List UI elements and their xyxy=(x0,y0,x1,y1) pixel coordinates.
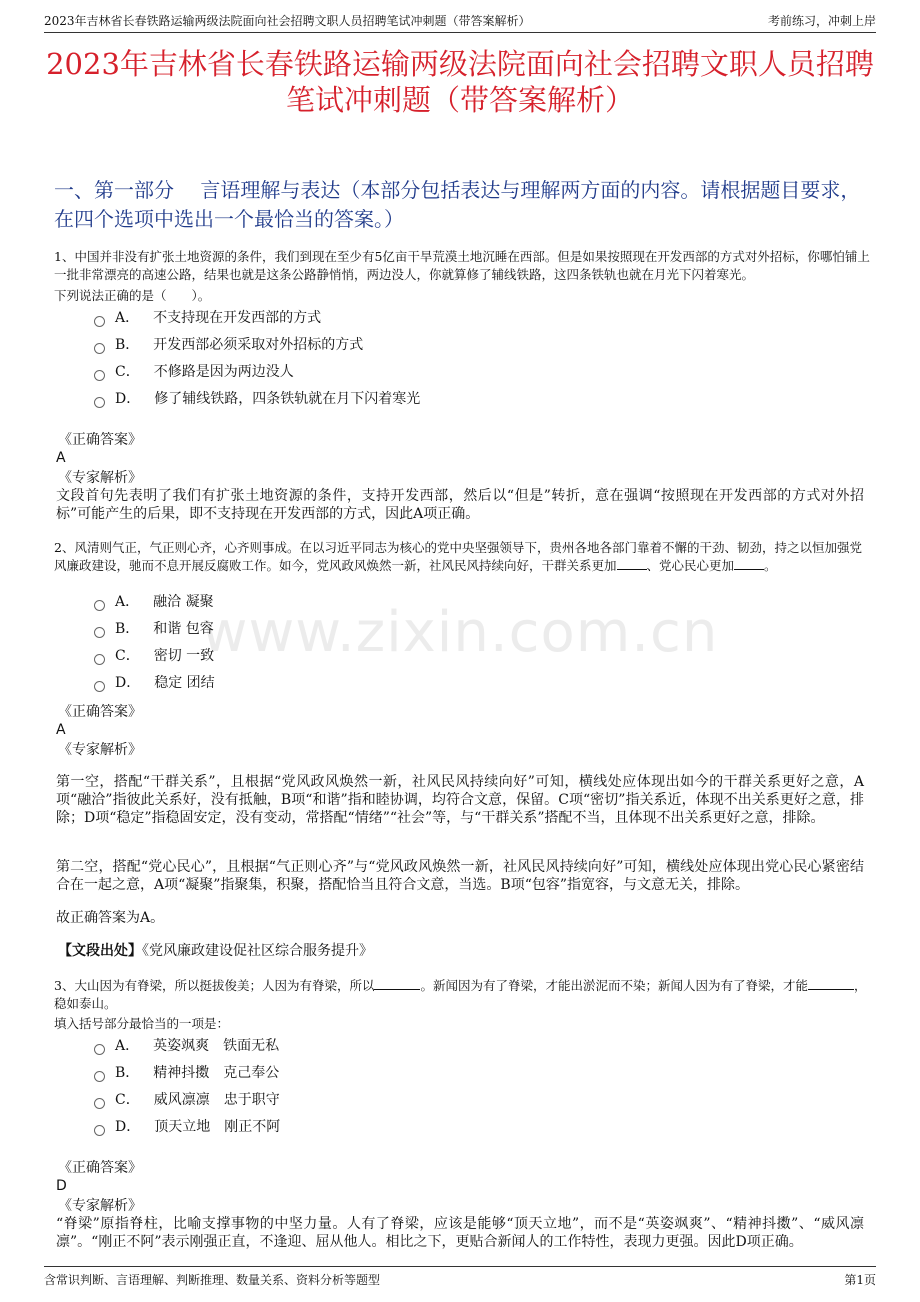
radio-icon[interactable] xyxy=(94,1125,105,1136)
q1-analysis: 文段首句先表明了我们有扩张土地资源的条件，支持开发西部，然后以“但是”转折，意在强调“按照现在开发西部的方式对外招标”可能产生的后果，即不支持现在开发西部的方式，因此A项正确。 xyxy=(56,488,864,522)
blank-2 xyxy=(808,989,854,990)
radio-icon[interactable] xyxy=(94,1071,105,1082)
radio-icon[interactable] xyxy=(94,370,105,381)
question-1-stem: 1、中国并非没有扩张土地资源的条件，我们到现在至少有5亿亩干旱荒漠土地沉睡在西部。但是如果按照现在开发西部的方式对外招标，你哪怕铺上一批非常漂亮的高速公路，结果也就是这条公路静悄悄，两边没人，你就算修了辅线铁路，这四条铁轨也就在月光下闪着寒光。 xyxy=(54,249,870,282)
q3-answer: D xyxy=(56,1178,67,1194)
q2-source: 【文段出处】《党风廉政建设促社区综合服务提升》 xyxy=(58,943,373,959)
q2-analysis-para-1: 第一空，搭配“干群关系”，且根据“党风政风焕然一新，社风民风持续向好”可知，横线处应体现出如今的干群关系更好之意，A项“融洽”指彼此关系好，没有抵触，B项“和谐”指和睦协调，均符合文意，保留。C项“密切”指关系近，体现不出关系更好之意，排除；D项“稳定”指稳固安定，没有变动，常搭配“情绪”“社会”等，与“干群关系”搭配不当，且体现不出关系更好之意，排除。 xyxy=(56,774,864,826)
q3-analysis-label: 《专家解析》 xyxy=(58,1198,142,1214)
q3-option-a[interactable]: A． 英姿飒爽 铁面无私 xyxy=(94,1036,279,1056)
q2-option-c[interactable]: C． 密切 一致 xyxy=(94,646,214,666)
q2-analysis-label: 《专家解析》 xyxy=(58,742,142,758)
radio-icon[interactable] xyxy=(94,1044,105,1055)
q3-analysis: “脊梁”原指脊柱，比喻支撑事物的中坚力量。人有了脊梁，应该是能够“顶天立地”，而不是“英姿飒爽”、“精神抖擞”、“威风凛凛”。“刚正不阿”表示刚强正直，不逢迎、屈从他人。相比之下，更贴合新闻人的工作特性，表现力更强。因此D项正确。 xyxy=(56,1216,864,1250)
q2-option-d[interactable]: D． 稳定 团结 xyxy=(94,673,215,693)
q3-option-d[interactable]: D． 顶天立地 刚正不阿 xyxy=(94,1117,280,1137)
section-heading: 一、第一部分 言语理解与表达（本部分包括表达与理解两方面的内容。请根据题目要求，在四个选项中选出一个最恰当的答案。） xyxy=(54,178,861,231)
header-doc-title: 2023年吉林省长春铁路运输两级法院面向社会招聘文职人员招聘笔试冲刺题（带答案解析） xyxy=(44,14,531,28)
radio-icon[interactable] xyxy=(94,627,105,638)
question-3-stem: 3、大山因为有脊梁，所以挺拔俊美；人因为有脊梁，所以 。新闻因为有了脊梁，才能出淤泥而不染；新闻人因为有了脊梁，才能 ，稳如泰山。 xyxy=(54,978,867,1011)
question-3-ask: 填入括号部分最恰当的一项是： xyxy=(54,1016,230,1031)
q2-analysis-para-2: 第二空，搭配“党心民心”，且根据“气正则心齐”与“党风政风焕然一新，社风民风持续向好”可知，横线处应体现出党心民心紧密结合在一起之意，A项“凝聚”指聚集，积聚，搭配恰当且符合文意，当选。B项“包容”指宽容，与文意无关，排除。 xyxy=(56,859,864,893)
radio-icon[interactable] xyxy=(94,316,105,327)
q1-option-a[interactable]: A． 不支持现在开发西部的方式 xyxy=(94,308,321,328)
q1-answer: A xyxy=(56,450,66,466)
document-title: 2023年吉林省长春铁路运输两级法院面向社会招聘文职人员招聘笔试冲刺题（带答案解析） xyxy=(46,47,874,117)
blank-2 xyxy=(734,569,764,570)
watermark: www.zixin.com.cn xyxy=(201,600,719,665)
q1-analysis-label: 《专家解析》 xyxy=(58,470,142,486)
q3-option-b[interactable]: B． 精神抖擞 克己奉公 xyxy=(94,1063,279,1083)
q2-option-b[interactable]: B． 和谐 包容 xyxy=(94,619,214,639)
radio-icon[interactable] xyxy=(94,654,105,665)
page-number: 第1页 xyxy=(844,1273,876,1287)
question-1-ask: 下列说法正确的是（ ）。 xyxy=(54,288,211,303)
page-header xyxy=(44,10,876,33)
q1-option-d[interactable]: D． 修了辅线铁路，四条铁轨就在月下闪着寒光 xyxy=(94,389,420,409)
radio-icon[interactable] xyxy=(94,1098,105,1109)
radio-icon[interactable] xyxy=(94,343,105,354)
q3-option-c[interactable]: C． 威风凛凛 忠于职守 xyxy=(94,1090,280,1110)
radio-icon[interactable] xyxy=(94,397,105,408)
footer-question-types: 含常识判断、言语理解、判断推理、数量关系、资料分析等题型 xyxy=(44,1273,381,1287)
q1-answer-label: 《正确答案》 xyxy=(58,432,142,448)
question-2-stem: 2、风清则气正，气正则心齐，心齐则事成。在以习近平同志为核心的党中央坚强领导下，贵州各地各部门靠着不懈的干劲、韧劲，持之以恒加强党风廉政建设，驰而不息开展反腐败工作。如今，党风政风焕然一新，社风民风持续向好，干群关系更加 、党心民心更加 。 xyxy=(54,540,862,573)
q2-analysis-para-3: 故正确答案为A。 xyxy=(56,910,165,926)
q3-answer-label: 《正确答案》 xyxy=(58,1160,142,1176)
radio-icon[interactable] xyxy=(94,600,105,611)
blank-1 xyxy=(617,569,647,570)
q1-option-b[interactable]: B． 开发西部必须采取对外招标的方式 xyxy=(94,335,363,355)
radio-icon[interactable] xyxy=(94,681,105,692)
blank-1 xyxy=(374,989,420,990)
q2-answer-label: 《正确答案》 xyxy=(58,704,142,720)
q1-option-c[interactable]: C． 不修路是因为两边没人 xyxy=(94,362,294,382)
header-slogan: 考前练习，冲刺上岸 xyxy=(767,14,876,28)
q2-answer: A xyxy=(56,722,66,738)
q2-option-a[interactable]: A． 融洽 凝聚 xyxy=(94,592,214,612)
page-footer xyxy=(44,1266,876,1291)
